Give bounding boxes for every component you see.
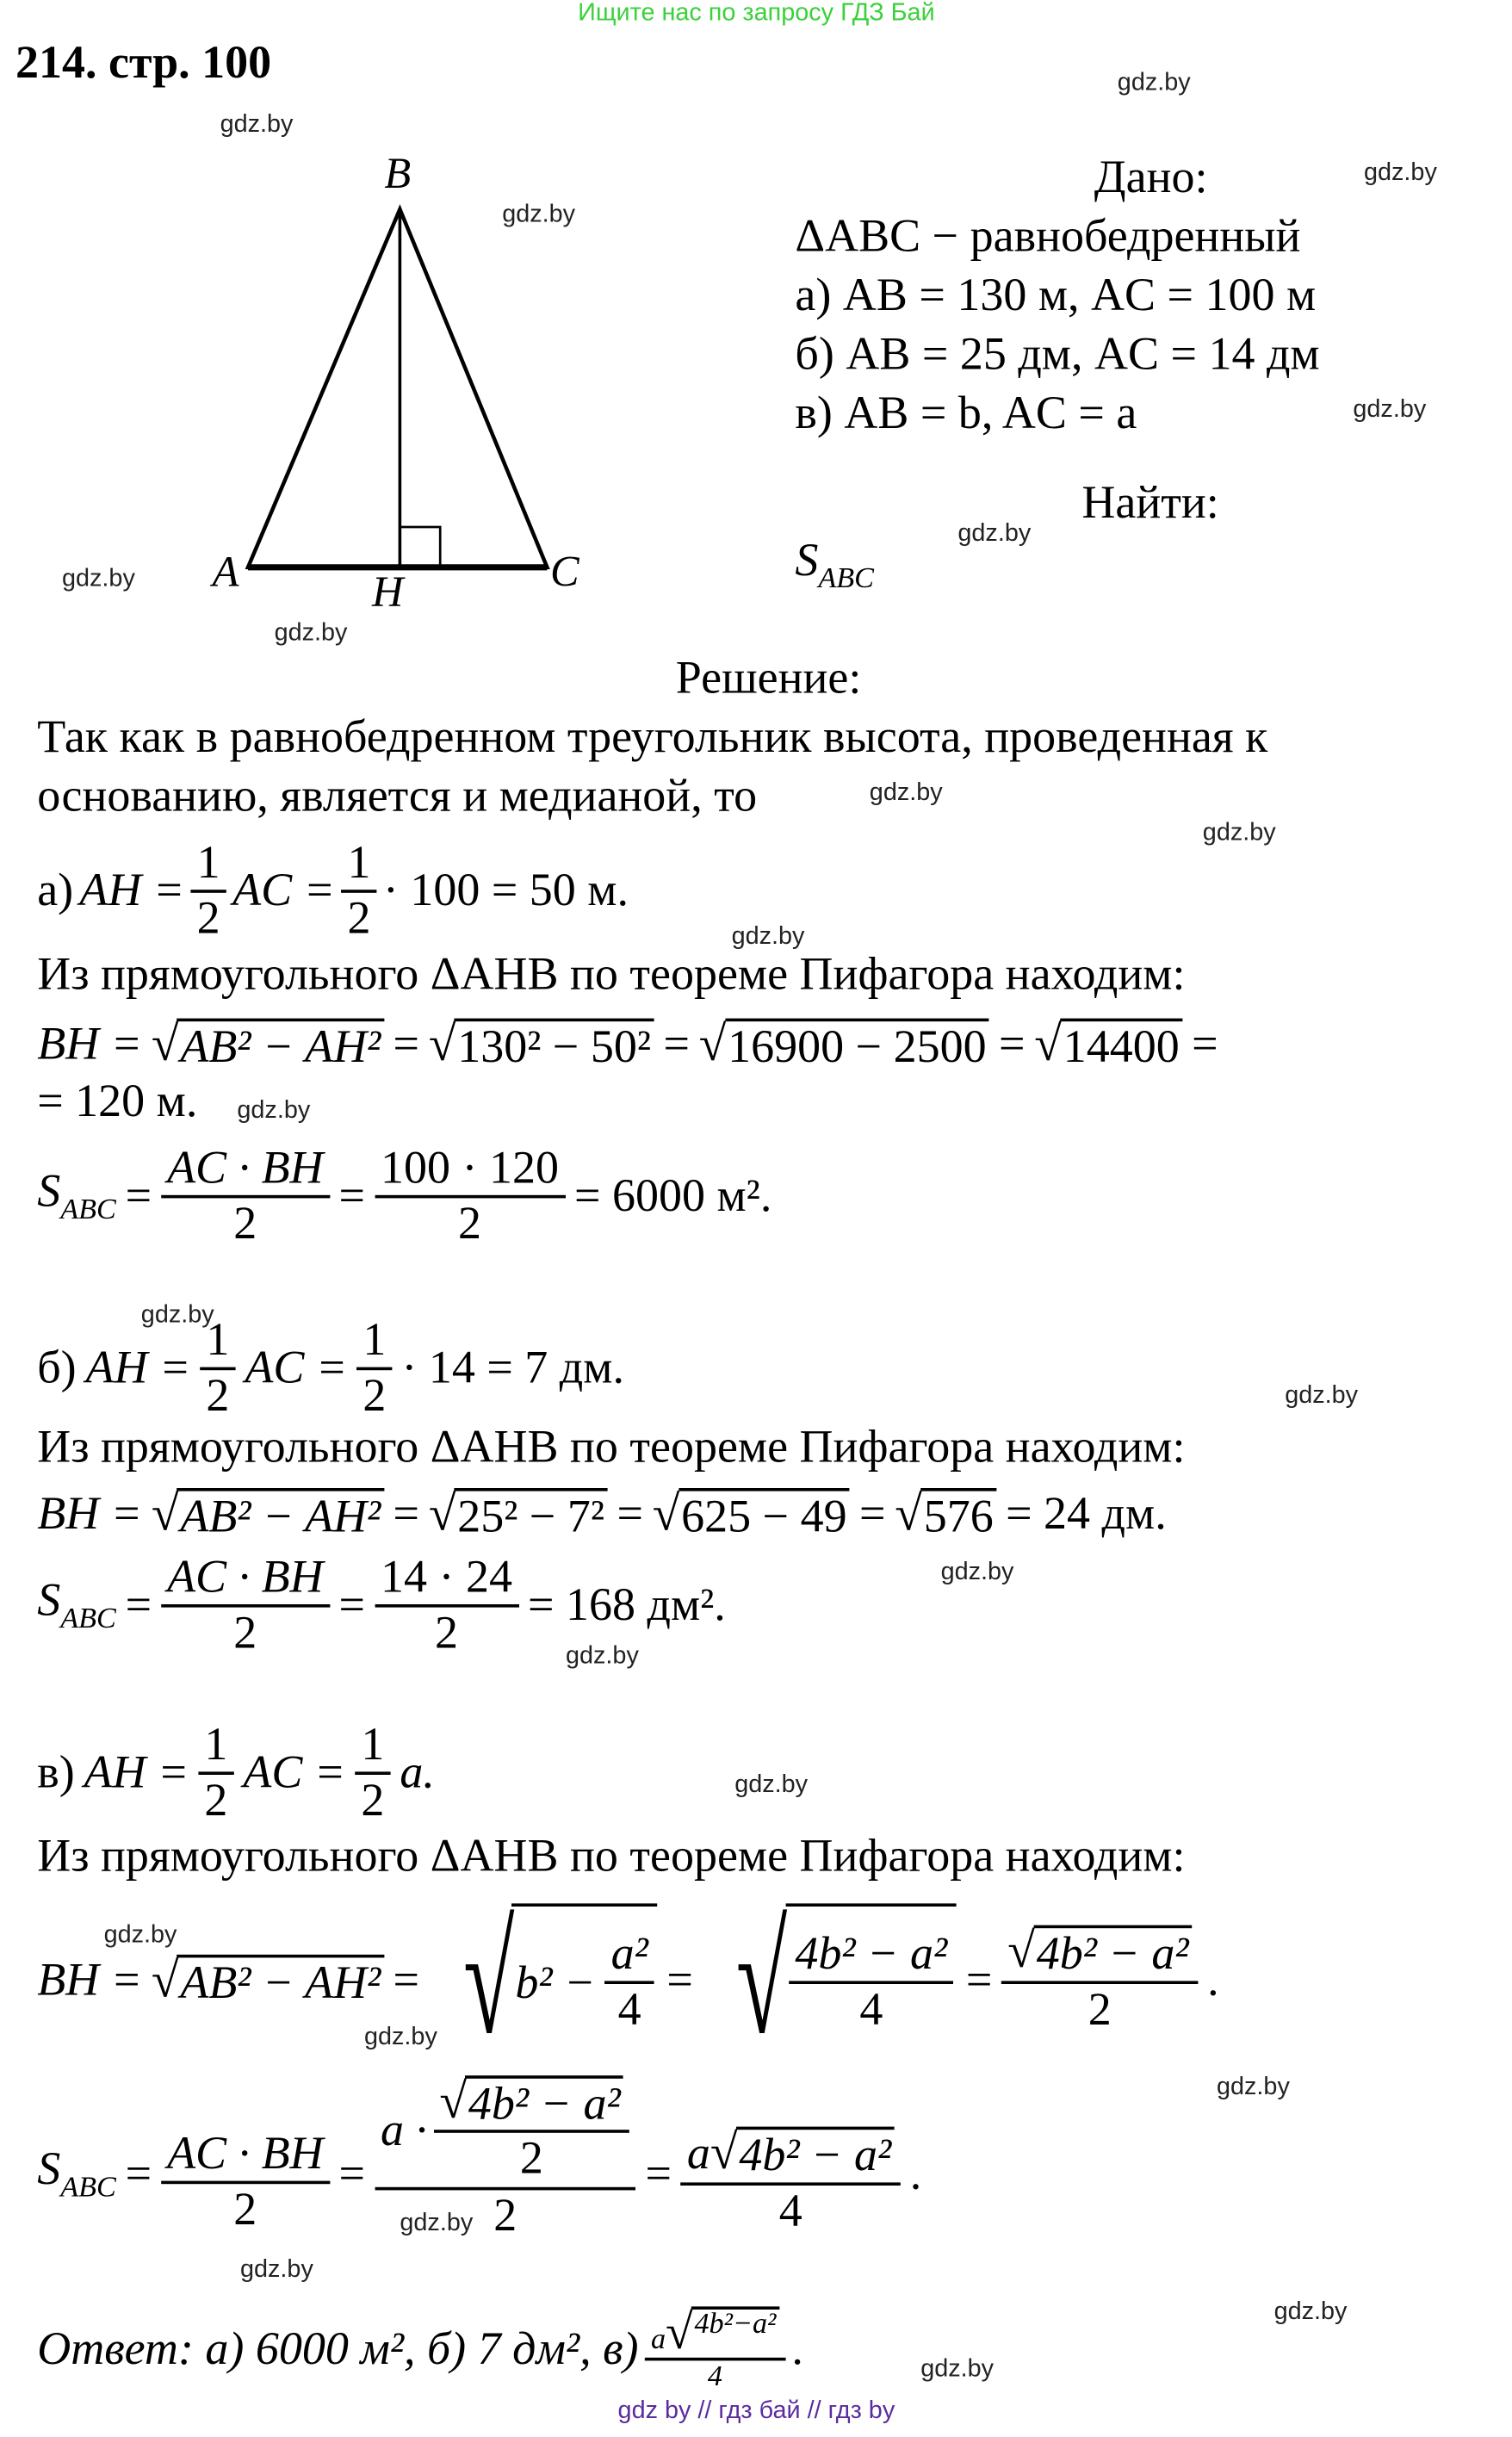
area-symbol: S bbox=[795, 535, 819, 586]
expr: AH = bbox=[84, 1746, 189, 1798]
watermark: gdz.by bbox=[103, 1922, 177, 1949]
denominator: 2 bbox=[361, 1775, 385, 1826]
fraction bbox=[161, 1551, 330, 1661]
expr: a bbox=[650, 2322, 666, 2356]
equals: = bbox=[859, 1488, 886, 1540]
given-line: ΔABC − равнобедренный bbox=[795, 210, 1301, 263]
fraction bbox=[161, 2128, 330, 2238]
given-line: в) AB = b, AC = a bbox=[795, 388, 1137, 439]
watermark: gdz.by bbox=[1202, 820, 1276, 846]
footer-links[interactable]: gdz by // гдз бай // гдз by bbox=[617, 2397, 895, 2425]
s-letter: S bbox=[37, 1165, 61, 1217]
bh-result: = 24 дм. bbox=[1006, 1488, 1167, 1540]
equals: = bbox=[1192, 1018, 1218, 1070]
radicand: √ AB² − AH² bbox=[177, 1018, 384, 1072]
area-result: = 168 дм². bbox=[528, 1579, 726, 1631]
area-subscript: ABC bbox=[818, 562, 875, 596]
expr: · 14 = 7 дм. bbox=[401, 1342, 624, 1394]
denominator: 2 bbox=[458, 1198, 482, 1250]
given-line: б) AB = 25 дм, AC = 14 дм bbox=[795, 328, 1320, 380]
part-a-bh bbox=[37, 1011, 1218, 1079]
part-b-ah bbox=[37, 1312, 624, 1426]
numerator bbox=[681, 2127, 901, 2186]
fraction bbox=[789, 1927, 953, 2037]
radicand bbox=[512, 1903, 658, 2058]
radicand: √ AB² − AH² bbox=[177, 1487, 384, 1541]
square-root bbox=[666, 2306, 779, 2356]
answer-line bbox=[37, 2300, 803, 2399]
denominator: 2 bbox=[233, 1198, 257, 1250]
vertex-label-b: B bbox=[384, 150, 412, 199]
numerator: 1 bbox=[190, 836, 226, 893]
part-label: б) bbox=[37, 1342, 77, 1394]
right-angle-mark bbox=[400, 527, 440, 567]
page-title: 214. стр. 100 bbox=[15, 37, 272, 89]
watermark: gdz.by bbox=[957, 520, 1032, 548]
equals: = bbox=[125, 1170, 152, 1222]
numerator: √ 4b² − a² bbox=[789, 1927, 953, 1984]
denominator: 4 bbox=[617, 1984, 641, 2036]
square-root bbox=[699, 1018, 989, 1072]
fraction bbox=[161, 1142, 330, 1252]
denominator: 2 bbox=[347, 892, 371, 945]
denominator: 2 bbox=[519, 2133, 543, 2185]
intro-line: Так как в равнобедренном треугольник высота, проведенная к bbox=[37, 711, 1268, 763]
vertex-label-h: H bbox=[372, 568, 404, 617]
numerator: AC · BH bbox=[161, 2128, 330, 2185]
square-root bbox=[895, 1487, 996, 1541]
equals: = bbox=[338, 1579, 366, 1631]
find-area bbox=[795, 535, 874, 597]
numerator: 1 bbox=[341, 836, 376, 893]
watermark: gdz.by bbox=[566, 1643, 639, 1670]
period: . bbox=[909, 2148, 922, 2200]
watermark: gdz.by bbox=[1285, 1382, 1359, 1410]
watermark: gdz.by bbox=[220, 111, 294, 139]
part-a-area bbox=[37, 1132, 771, 1262]
find-heading: Найти: bbox=[1081, 477, 1219, 529]
part-a-ah bbox=[37, 834, 629, 948]
numerator: 14 · 24 bbox=[375, 1551, 518, 1608]
part-label: в) bbox=[37, 1746, 75, 1798]
watermark: gdz.by bbox=[140, 1302, 214, 1329]
watermark: gdz.by bbox=[869, 779, 943, 806]
area-symbol bbox=[37, 1166, 116, 1228]
fraction bbox=[375, 1142, 565, 1252]
equals: = bbox=[393, 1018, 420, 1070]
square-root bbox=[429, 1487, 608, 1541]
fraction bbox=[356, 1314, 392, 1424]
expr: AC = bbox=[243, 1746, 346, 1798]
equals: = bbox=[125, 2148, 152, 2200]
watermark: gdz.by bbox=[1273, 2298, 1348, 2325]
fraction bbox=[604, 1927, 654, 2037]
denominator: 2 bbox=[233, 2184, 257, 2235]
square-root bbox=[1007, 1925, 1192, 1980]
expr: AC = bbox=[245, 1342, 348, 1394]
square-root bbox=[710, 2127, 895, 2181]
watermark: gdz.by bbox=[940, 1559, 1014, 1586]
pythagoras-line: Из прямоугольного ΔAHB по теореме Пифагора находим: bbox=[37, 948, 1186, 1000]
numerator: 1 bbox=[355, 1718, 390, 1775]
denominator: 2 bbox=[206, 1370, 230, 1422]
vertex-label-a: A bbox=[212, 549, 239, 597]
expr: · 100 = 50 м. bbox=[382, 865, 629, 916]
s-letter: S bbox=[37, 1574, 61, 1627]
radicand bbox=[786, 1903, 957, 2058]
denominator: 2 bbox=[435, 1607, 459, 1659]
area-symbol bbox=[37, 1575, 116, 1637]
square-root bbox=[429, 1903, 658, 2058]
part-c-area bbox=[37, 2074, 921, 2275]
expr: BH = bbox=[37, 1488, 143, 1540]
watermark: gdz.by bbox=[240, 2256, 313, 2284]
denominator: 4 bbox=[859, 1984, 883, 2036]
area-subscript: ABC bbox=[60, 2171, 116, 2204]
radicand: √ 130² − 50² bbox=[455, 1018, 654, 1072]
area-symbol bbox=[37, 2143, 116, 2205]
radicand: √ 4b² − a² bbox=[465, 2075, 623, 2130]
radicand: √ 25² − 7² bbox=[455, 1487, 608, 1541]
fraction bbox=[1001, 1925, 1198, 2037]
area-subscript: ABC bbox=[60, 1194, 116, 1226]
vertex-label-c: C bbox=[550, 549, 579, 597]
radicand: √ 14400 bbox=[1060, 1018, 1182, 1072]
equals: = bbox=[338, 2148, 366, 2200]
square-root bbox=[1034, 1018, 1182, 1072]
square-root bbox=[152, 1018, 384, 1072]
numerator: AC · BH bbox=[161, 1142, 330, 1199]
expr: √ b² − bbox=[515, 1956, 596, 2008]
equals: = bbox=[999, 1018, 1026, 1070]
denominator: 2 bbox=[493, 2189, 517, 2242]
expr: AH = bbox=[85, 1342, 191, 1394]
denominator: 2 bbox=[363, 1370, 387, 1422]
denominator: 4 bbox=[778, 2185, 802, 2236]
watermark: gdz.by bbox=[1117, 70, 1191, 96]
fraction bbox=[198, 1718, 233, 1828]
fraction bbox=[375, 1551, 518, 1661]
part-c-ah bbox=[37, 1716, 435, 1831]
numerator bbox=[1001, 1925, 1198, 1984]
fraction bbox=[341, 836, 376, 946]
part-c-bh bbox=[37, 1888, 1218, 2074]
watermark: gdz.by bbox=[920, 2356, 995, 2383]
equals: = bbox=[393, 1954, 420, 2006]
watermark: gdz.by bbox=[731, 923, 805, 951]
radicand: √ 4b² − a² bbox=[736, 2127, 895, 2181]
radicand: √ 16900 − 2500 bbox=[725, 1018, 990, 1072]
square-root bbox=[152, 1487, 384, 1541]
numerator: 1 bbox=[198, 1718, 233, 1775]
watermark: gdz.by bbox=[62, 566, 135, 592]
answer-text: Ответ: а) 6000 м², б) 7 дм², в) bbox=[37, 2323, 639, 2375]
solution-heading: Решение: bbox=[675, 652, 862, 704]
fraction bbox=[375, 2075, 636, 2243]
watermark: gdz.by bbox=[502, 202, 576, 228]
denominator: 2 bbox=[204, 1775, 228, 1826]
pythagoras-line: Из прямоугольного ΔAHB по теореме Пифагора находим: bbox=[37, 1830, 1186, 1882]
fraction bbox=[645, 2306, 785, 2394]
radicand: √ 576 bbox=[920, 1487, 996, 1541]
equals: = bbox=[338, 1170, 366, 1222]
watermark: gdz.by bbox=[274, 620, 348, 647]
part-b-bh bbox=[37, 1480, 1166, 1548]
denominator: 2 bbox=[196, 892, 220, 945]
part-b-area bbox=[37, 1541, 726, 1671]
area-result: = 6000 м². bbox=[574, 1170, 772, 1222]
equals: = bbox=[645, 2148, 672, 2200]
radicand: √ 4b²−a² bbox=[691, 2306, 779, 2356]
radicand: √ AB² − AH² bbox=[177, 1954, 384, 2008]
radicand: √ 625 − 49 bbox=[679, 1487, 851, 1541]
period: . bbox=[1207, 1954, 1219, 2006]
equals: = bbox=[666, 1954, 693, 2006]
expr: a · bbox=[381, 2104, 428, 2155]
period: . bbox=[791, 2323, 803, 2375]
fraction bbox=[200, 1314, 235, 1424]
intro-line: основанию, является и медианой, то bbox=[37, 770, 758, 822]
numerator: 1 bbox=[200, 1314, 235, 1371]
search-banner[interactable]: Ищите нас по запросу ГДЗ Бай bbox=[578, 0, 935, 27]
radicand: √ 4b² − a² bbox=[1033, 1925, 1192, 1980]
area-subscript: ABC bbox=[60, 1603, 116, 1635]
expr: BH = bbox=[37, 1954, 143, 2006]
numerator bbox=[645, 2306, 785, 2360]
equals: = bbox=[663, 1018, 690, 1070]
watermark: gdz.by bbox=[1217, 2074, 1290, 2100]
numerator: 1 bbox=[356, 1314, 392, 1371]
fraction bbox=[355, 1718, 390, 1828]
expr: a bbox=[686, 2128, 710, 2180]
fraction bbox=[190, 836, 226, 946]
square-root bbox=[439, 2075, 623, 2130]
expr: AC = bbox=[232, 865, 336, 916]
expr: BH = bbox=[37, 1018, 143, 1070]
equals: = bbox=[617, 1488, 643, 1540]
equals: = bbox=[965, 1954, 993, 2006]
square-root bbox=[152, 1954, 384, 2008]
square-root bbox=[429, 1018, 654, 1072]
part-label: а) bbox=[37, 865, 74, 916]
numerator: a² bbox=[604, 1927, 654, 1984]
numerator bbox=[375, 2075, 636, 2190]
fraction bbox=[433, 2075, 629, 2187]
watermark: gdz.by bbox=[1353, 396, 1427, 424]
denominator: 4 bbox=[707, 2359, 722, 2393]
watermark: gdz.by bbox=[364, 2024, 437, 2051]
square-root bbox=[703, 1903, 957, 2058]
equals: = bbox=[393, 1488, 420, 1540]
s-letter: S bbox=[37, 2143, 61, 2195]
expr: AH = bbox=[79, 865, 185, 916]
numerator: 100 · 120 bbox=[375, 1142, 565, 1199]
denominator: 2 bbox=[233, 1607, 257, 1659]
given-heading: Дано: bbox=[1094, 152, 1208, 203]
given-line: а) AB = 130 м, AC = 100 м bbox=[795, 270, 1317, 321]
numerator: AC · BH bbox=[161, 1551, 330, 1608]
watermark: gdz.by bbox=[734, 1771, 809, 1798]
numerator bbox=[433, 2075, 629, 2134]
square-root bbox=[653, 1487, 850, 1541]
expr: a. bbox=[400, 1746, 435, 1798]
pythagoras-line: Из прямоугольного ΔAHB по теореме Пифагора находим: bbox=[37, 1421, 1186, 1473]
watermark: gdz.by bbox=[1364, 159, 1437, 186]
fraction bbox=[681, 2127, 901, 2239]
watermark: gdz.by bbox=[237, 1097, 311, 1124]
triangle-abc bbox=[248, 209, 547, 567]
watermark: gdz.by bbox=[400, 2210, 474, 2237]
bh-result: = 120 м. bbox=[37, 1076, 198, 1127]
equals: = bbox=[125, 1579, 152, 1631]
denominator: 2 bbox=[1088, 1983, 1112, 2035]
